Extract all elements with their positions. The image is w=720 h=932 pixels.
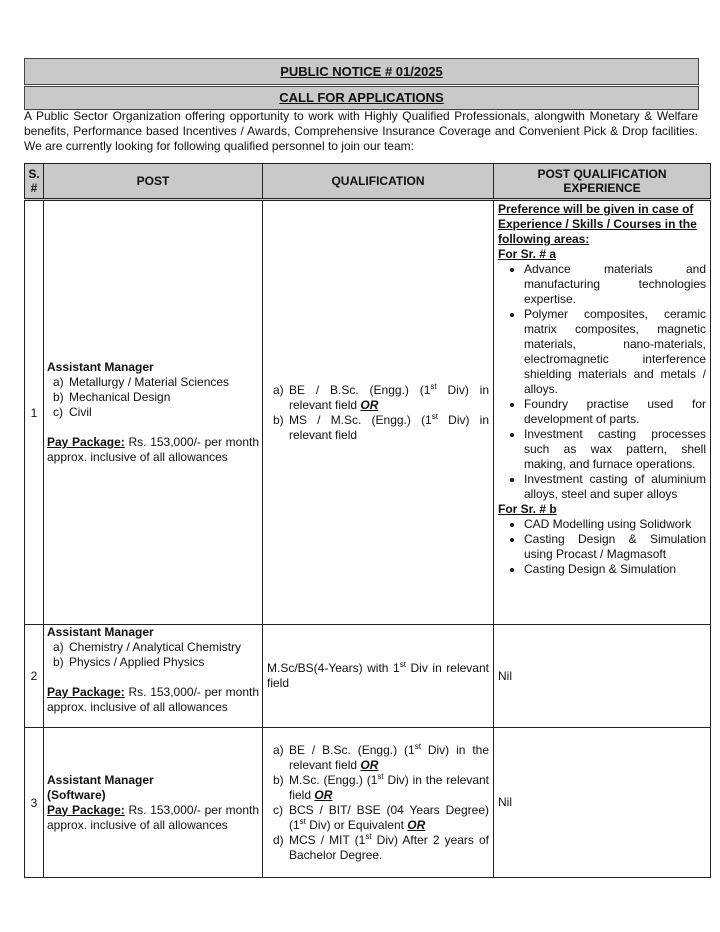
- qualification-text: M.Sc/BS(4-Years) with 1st Div in relevant field: [267, 660, 489, 690]
- list-item: b) Mechanical Design: [53, 390, 171, 404]
- list-item: • Polymer composites, ceramic matrix composites, magnetic materials, nano-materials, electromagnetic interference shielding materials and metals / alloys.: [524, 307, 706, 397]
- notice-subtitle: CALL FOR APPLICATIONS: [279, 90, 444, 105]
- qualification-cell: [263, 625, 494, 728]
- experience-text: Nil: [498, 668, 512, 683]
- notice-title: PUBLIC NOTICE # 01/2025: [280, 64, 443, 79]
- list-item: c) Civil: [53, 405, 92, 419]
- discipline-list: [47, 375, 259, 420]
- header-post: POST: [44, 164, 263, 200]
- post-subtitle: (Software): [47, 787, 106, 802]
- sr-b-list: [498, 517, 706, 577]
- pay-package-text: Rs. 153,000/- per month approx. inclusive of all allowances: [47, 435, 260, 464]
- list-item: • Casting Design & Simulation: [524, 562, 706, 577]
- qualification-cell: [263, 728, 494, 878]
- pay-package-text: Rs. 153,000/- per month approx. inclusive of all allowances: [47, 685, 260, 714]
- qualification-list: [267, 383, 489, 443]
- positions-table: [24, 163, 711, 878]
- table-row: [25, 200, 711, 625]
- table-header-row: [25, 164, 711, 200]
- list-item: • Advance materials and manufacturing technologies expertise.: [524, 262, 706, 307]
- row-sr: 2: [25, 625, 44, 728]
- list-item: b) M.Sc. (Engg.) (1st Div) in the relevant field OR: [273, 771, 489, 802]
- list-item: • Foundry practise used for development of parts.: [524, 397, 706, 427]
- experience-cell: [494, 728, 711, 878]
- header-experience: POST QUALIFICATION EXPERIENCE: [494, 164, 711, 200]
- sr-a-list: [498, 262, 706, 502]
- notice-subtitle-bar: [24, 86, 699, 110]
- list-item: • CAD Modelling using Solidwork: [524, 517, 706, 532]
- list-item: • Investment casting processes such as wax pattern, shell making, and furnace operations.: [524, 427, 706, 472]
- list-item: b) Physics / Applied Physics: [53, 655, 205, 669]
- list-item: • Investment casting of aluminium alloys, steel and super alloys: [524, 472, 706, 502]
- discipline-list: [47, 640, 259, 670]
- list-item: d) MCS / MIT (1st Div) After 2 years of Bachelor Degree.: [273, 831, 489, 862]
- row-sr: 1: [25, 200, 44, 625]
- list-item: • Casting Design & Simulation using Procast / Magmasoft: [524, 532, 706, 562]
- row-sr: 3: [25, 728, 44, 878]
- pay-package-label: Pay Package:: [47, 685, 125, 699]
- sr-b-label: For Sr. # b: [498, 502, 557, 516]
- list-item: c) BCS / BIT/ BSE (04 Years Degree) (1st Div) or Equivalent OR: [273, 802, 489, 832]
- notice-title-bar: [24, 58, 699, 85]
- list-item: b) MS / M.Sc. (Engg.) (1st Div) in relevant field: [273, 411, 489, 442]
- experience-text: Nil: [498, 795, 512, 809]
- post-cell: [44, 728, 263, 878]
- pay-package-label: Pay Package:: [47, 802, 125, 817]
- qualification-list: [267, 743, 489, 863]
- list-item: a) Metallurgy / Material Sciences: [53, 375, 230, 389]
- post-title: Assistant Manager: [47, 360, 154, 374]
- post-title: Assistant Manager: [47, 772, 154, 787]
- post-cell: [44, 625, 263, 728]
- post-title: Assistant Manager: [47, 625, 154, 639]
- pay-package-text: Rs. 153,000/- per month approx. inclusive of all allowances: [47, 802, 260, 832]
- post-cell: [44, 200, 263, 625]
- header-qualification: QUALIFICATION: [263, 164, 494, 200]
- list-item: a) BE / B.Sc. (Engg.) (1st Div) in relevant field OR: [273, 381, 489, 412]
- pay-package: [47, 803, 259, 833]
- pay-package-label: Pay Package:: [47, 435, 125, 449]
- pay-package: [47, 435, 259, 465]
- header-sr: S. #: [25, 164, 44, 200]
- experience-cell: [494, 200, 711, 625]
- table-row: [25, 625, 711, 728]
- list-item: a) BE / B.Sc. (Engg.) (1st Div) in the relevant field OR: [273, 741, 490, 772]
- table-row: [25, 728, 711, 878]
- sr-a-label: For Sr. # a: [498, 247, 557, 261]
- preference-heading: Preference will be given in case of Experience / Skills / Courses in the following areas:: [498, 202, 697, 246]
- pay-package: [47, 685, 259, 715]
- list-item: a) Chemistry / Analytical Chemistry: [53, 640, 242, 654]
- qualification-cell: [263, 200, 494, 625]
- intro-paragraph: A Public Sector Organization offering opportunity to work with Highly Qualified Professionals, alongwith Monetary & Welfare benefits, Performance based Incentives / Awards, Comprehensive Insurance Coverage and Convenient Pick & Drop facilities. We are currently looking for following qualified personnel to join our team:: [24, 109, 698, 153]
- experience-cell: [494, 625, 711, 728]
